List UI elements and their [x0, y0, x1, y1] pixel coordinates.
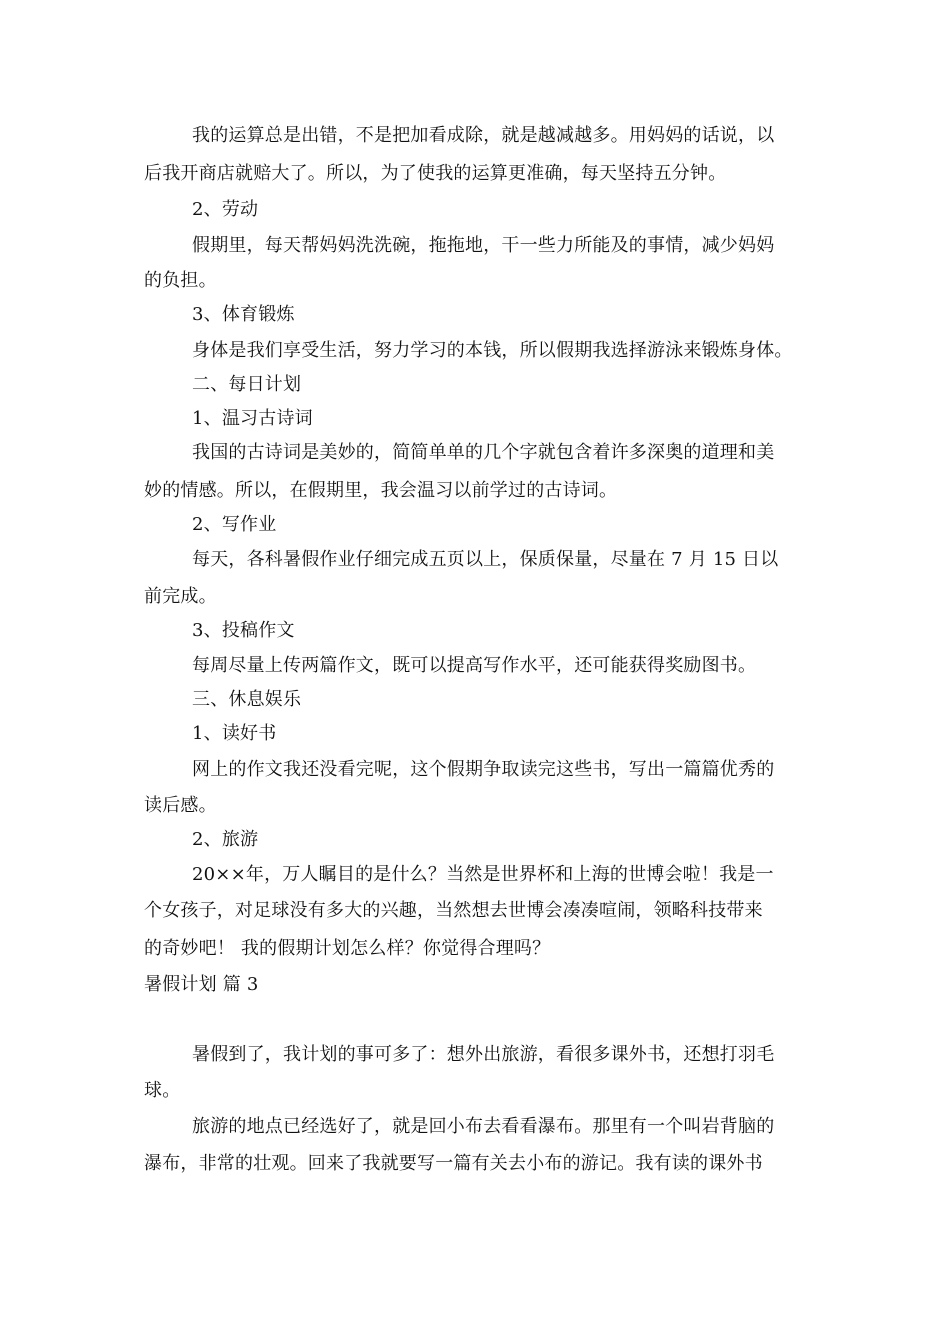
- paragraph-line: 个女孩子，对足球没有多大的兴趣，当然想去世博会凑凑喧闹，领略科技带来: [144, 900, 763, 921]
- section-heading: 二、每日计划: [192, 374, 302, 395]
- section-heading: 3、体育锻炼: [192, 304, 295, 325]
- paragraph-line: 网上的作文我还没看完呢，这个假期争取读完这些书，写出一篇篇优秀的: [192, 759, 775, 780]
- paragraph-line: 20××年，万人瞩目的是什么？当然是世界杯和上海的世博会啦！我是一: [192, 864, 774, 885]
- paragraph-line: 前完成。: [144, 586, 217, 607]
- paragraph-line: 身体是我们享受生活，努力学习的本钱，所以假期我选择游泳来锻炼身体。: [192, 340, 793, 361]
- paragraph-line: 我的运算总是出错，不是把加看成除，就是越减越多。用妈妈的话说，以: [192, 125, 775, 146]
- paragraph-line: 瀑布，非常的壮观。回来了我就要写一篇有关去小布的游记。我有读的课外书: [144, 1153, 763, 1174]
- section-heading: 2、写作业: [192, 514, 277, 535]
- section-heading: 3、投稿作文: [192, 620, 295, 641]
- section-heading: 三、休息娱乐: [192, 689, 302, 710]
- paragraph-line: 我国的古诗词是美妙的，简简单单的几个字就包含着许多深奥的道理和美: [192, 442, 775, 463]
- section-heading: 2、旅游: [192, 829, 259, 850]
- paragraph-line: 球。: [144, 1080, 181, 1101]
- section-heading: 2、劳动: [192, 199, 259, 220]
- paragraph-line: 每周尽量上传两篇作文，既可以提高写作水平，还可能获得奖励图书。: [192, 655, 757, 676]
- paragraph-line: 的奇妙吧！ 我的假期计划怎么样？你觉得合理吗？: [144, 938, 551, 959]
- paragraph-line: 的负担。: [144, 270, 217, 291]
- article-title: 暑假计划 篇 3: [144, 974, 259, 995]
- paragraph-line: 假期里，每天帮妈妈洗洗碗，拖拖地，干一些力所能及的事情，减少妈妈: [192, 235, 775, 256]
- paragraph-line: 妙的情感。所以，在假期里，我会温习以前学过的古诗词。: [144, 480, 618, 501]
- section-heading: 1、温习古诗词: [192, 408, 313, 429]
- paragraph-line: 后我开商店就赔大了。所以，为了使我的运算更准确，每天坚持五分钟。: [144, 163, 727, 184]
- paragraph-line: 读后感。: [144, 795, 217, 816]
- paragraph-line: 暑假到了，我计划的事可多了：想外出旅游，看很多课外书，还想打羽毛: [192, 1044, 775, 1065]
- paragraph-line: 每天，各科暑假作业仔细完成五页以上，保质保量，尽量在 7 月 15 日以: [192, 549, 779, 570]
- paragraph-line: 旅游的地点已经选好了，就是回小布去看看瀑布。那里有一个叫岩背脑的: [192, 1116, 775, 1137]
- section-heading: 1、读好书: [192, 723, 277, 744]
